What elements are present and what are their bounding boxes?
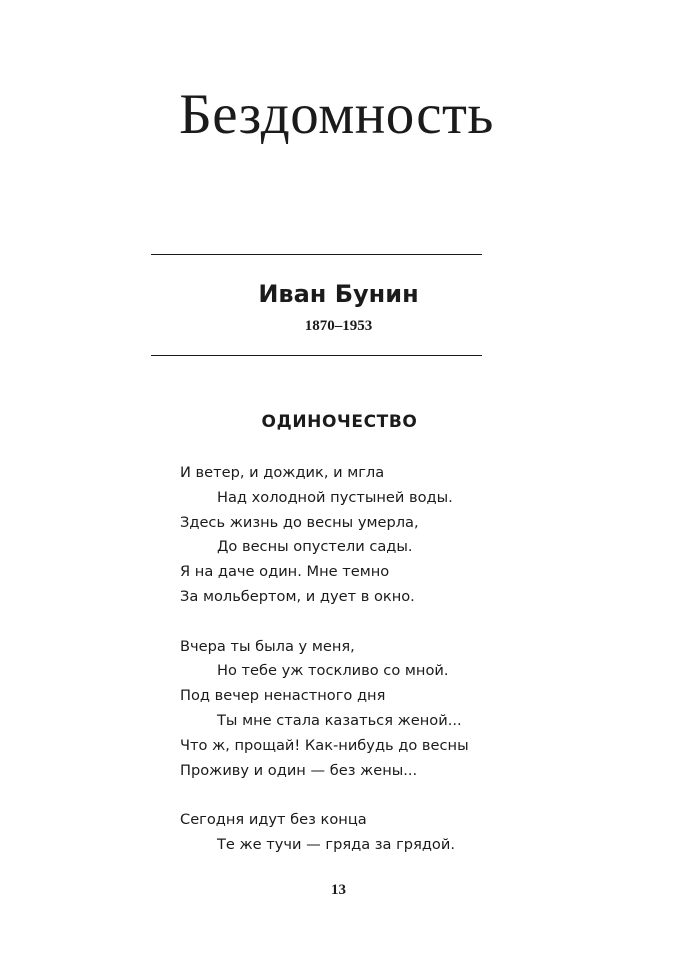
stanza-3 bbox=[180, 808, 640, 858]
poem-line: Под вечер ненастного дня bbox=[180, 687, 386, 705]
stanza-2 bbox=[180, 635, 640, 784]
divider-bottom bbox=[151, 355, 482, 356]
page-number: 13 bbox=[331, 882, 346, 898]
poem-line: До весны опустели сады. bbox=[217, 538, 413, 556]
author-name: Иван Бунин bbox=[258, 280, 419, 308]
poem-line: Над холодной пустыней воды. bbox=[217, 488, 453, 506]
poem-line: Ты мне стала казаться женой... bbox=[217, 711, 462, 729]
divider-top bbox=[151, 254, 482, 255]
section-title: Бездомность bbox=[179, 83, 494, 146]
poem-title: ОДИНОЧЕСТВО bbox=[261, 412, 418, 432]
author-dates: 1870–1953 bbox=[304, 318, 373, 334]
stanza-1 bbox=[180, 461, 640, 610]
poem-line: Но тебе уж тоскливо со мной. bbox=[217, 662, 449, 680]
poem-line: Вчера ты была у меня, bbox=[180, 637, 355, 655]
poem-line: Я на даче один. Мне темно bbox=[180, 563, 390, 581]
poem-line: Те же тучи — гряда за грядой. bbox=[217, 835, 455, 853]
poem-body bbox=[180, 461, 640, 883]
poem-line: Здесь жизнь до весны умерла, bbox=[180, 513, 419, 531]
poem-line: За мольбертом, и дует в окно. bbox=[180, 587, 415, 605]
poem-line: Сегодня идут без конца bbox=[180, 811, 367, 829]
poem-line: Проживу и один — без жены... bbox=[180, 761, 418, 779]
poem-line: Что ж, прощай! Как-нибудь до весны bbox=[180, 736, 469, 754]
poem-line: И ветер, и дождик, и мгла bbox=[180, 464, 385, 481]
